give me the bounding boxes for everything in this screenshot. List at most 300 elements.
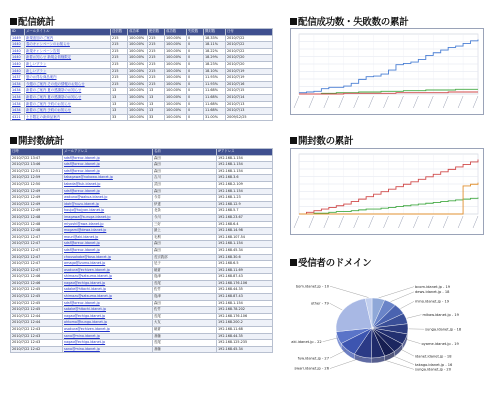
pie-label: swari.idanet.jp - 26 bbox=[294, 366, 329, 371]
table-cell: 2010/7/14 bbox=[226, 94, 273, 101]
table-row bbox=[11, 48, 273, 55]
table-cell: 長尾 bbox=[153, 313, 217, 320]
x-tick-mark bbox=[428, 216, 433, 228]
table-row bbox=[11, 195, 273, 202]
table-row bbox=[11, 68, 273, 75]
table-cell[interactable]: 新規キャンペーン告知 bbox=[25, 48, 111, 55]
table-cell: 2010/7/20 bbox=[226, 55, 273, 62]
pie-leader-line bbox=[379, 287, 414, 298]
table-cell: 2010/7/22 12:43 bbox=[11, 327, 63, 334]
x-tick-mark bbox=[398, 216, 403, 228]
table-cell[interactable]: miyoshi@awa.idanet.jp bbox=[63, 221, 153, 228]
table-cell[interactable]: shimazu@satsuma.idanet.jp bbox=[63, 274, 153, 281]
table-row bbox=[11, 320, 273, 327]
column-header[interactable]: 日時 bbox=[11, 149, 63, 156]
pie-leader-line bbox=[330, 286, 369, 297]
pie-label: mino.idanet.jp - 19 bbox=[415, 299, 450, 304]
x-tick-mark bbox=[384, 96, 389, 108]
table-cell: 192.168.1.23 bbox=[217, 195, 273, 202]
pie-label: sunga.idanet.jp - 20 bbox=[415, 367, 452, 372]
table-cell: 100.00% bbox=[165, 35, 187, 42]
table-cell[interactable]: 1437 bbox=[11, 75, 25, 82]
table-cell[interactable]: 1440 bbox=[11, 55, 25, 62]
recipient-domain-pie bbox=[290, 266, 490, 390]
table-cell: 192.168.30.6 bbox=[217, 254, 273, 261]
x-tick-mark bbox=[339, 216, 344, 228]
table-cell: 100.00% bbox=[165, 48, 187, 55]
table-row bbox=[11, 221, 273, 228]
square-bullet-icon bbox=[290, 137, 297, 144]
x-tick-mark bbox=[324, 216, 329, 228]
table-cell: 佐竹 bbox=[153, 307, 217, 314]
table-cell: 215 bbox=[111, 48, 128, 55]
table-cell: 2010/7/22 12:46 bbox=[11, 280, 63, 287]
pie-label: other - 79 bbox=[311, 301, 329, 306]
table-cell: 2010/7/22 12:45 bbox=[11, 307, 63, 314]
table-cell: 森田 bbox=[153, 241, 217, 248]
table-cell: 2010/7/19 bbox=[226, 68, 273, 75]
table-row bbox=[11, 114, 273, 121]
table-cell[interactable]: idoh@nuzu.idanet.jp bbox=[63, 201, 153, 208]
table-cell: 森田 bbox=[153, 162, 217, 169]
table-cell: 100.00% bbox=[165, 61, 187, 68]
table-cell: 100.00% bbox=[128, 35, 148, 42]
column-header[interactable]: ID bbox=[11, 29, 25, 36]
table-cell: 2010/7/22 12:43 bbox=[11, 340, 63, 347]
table-cell: 2010/7/22 12:46 bbox=[11, 274, 63, 281]
table-cell: 215 bbox=[148, 61, 165, 68]
table-cell[interactable]: 春のキャンペーンのお知らせ bbox=[25, 42, 111, 49]
x-tick-mark bbox=[413, 216, 418, 228]
table-row bbox=[11, 300, 273, 307]
table-cell: 2010/7/19 bbox=[226, 75, 273, 82]
column-header[interactable]: 失敗数 bbox=[187, 29, 204, 36]
table-cell: 100.00% bbox=[165, 108, 187, 115]
table-cell[interactable]: takeda@tuk.idanet.jp bbox=[63, 181, 153, 188]
pie-leader-line bbox=[400, 301, 414, 308]
table-cell[interactable]: 1434 bbox=[11, 88, 25, 95]
table-cell[interactable]: sano@mino.idanet.jp bbox=[63, 346, 153, 353]
table-cell: 0 bbox=[187, 108, 204, 115]
table-row bbox=[11, 267, 273, 274]
table-row bbox=[11, 155, 273, 162]
table-cell: 192.168.1.154 bbox=[217, 241, 273, 248]
table-cell[interactable]: 1434 bbox=[11, 108, 25, 115]
x-tick-mark bbox=[324, 96, 329, 108]
table-cell[interactable]: 4321 bbox=[11, 114, 25, 121]
table-cell: 192.168.1.154 bbox=[217, 162, 273, 169]
table-cell: 伊達 bbox=[153, 201, 217, 208]
table-cell: 100.00% bbox=[165, 88, 187, 95]
table-cell: 2010/7/22 12:44 bbox=[11, 313, 63, 320]
table-cell: 今川 bbox=[153, 214, 217, 221]
table-cell[interactable]: 1440 bbox=[11, 42, 25, 49]
column-header[interactable]: 開封数 bbox=[204, 29, 226, 36]
table-cell: 192.168.1.154 bbox=[217, 188, 273, 195]
x-tick-mark bbox=[473, 216, 478, 228]
x-tick-mark bbox=[354, 216, 359, 228]
table-cell[interactable]: 新しいプラン bbox=[25, 61, 111, 68]
table-cell: 13 bbox=[148, 88, 165, 95]
table-cell: 0 bbox=[187, 55, 204, 62]
table-cell: 33 bbox=[148, 114, 165, 121]
column-header[interactable]: 日付 bbox=[226, 29, 273, 36]
table-cell[interactable]: nagao@echigo.idanet.jp bbox=[63, 340, 153, 347]
x-tick-mark bbox=[339, 96, 344, 108]
column-header[interactable]: IPアドレス bbox=[217, 149, 273, 156]
table-cell[interactable]: takagawa@nakawa.idanet.jp bbox=[63, 175, 153, 182]
table-cell: 31.00% bbox=[204, 114, 226, 121]
x-tick-mark bbox=[354, 96, 359, 108]
x-tick-mark bbox=[294, 96, 299, 108]
table-cell[interactable]: imagawa@suruga.idanet.jp bbox=[63, 214, 153, 221]
table-cell: 吉川 bbox=[153, 175, 217, 182]
table-cell[interactable]: 新しいプラン bbox=[25, 68, 111, 75]
table-cell: 192.168.1.154 bbox=[217, 155, 273, 162]
table-cell: 192.168.1.154 bbox=[217, 168, 273, 175]
table-cell: 192.168.87.43 bbox=[217, 274, 273, 281]
table-cell: 長尾 bbox=[153, 280, 217, 287]
table-cell: 2010/7/22 12:48 bbox=[11, 221, 63, 228]
table-cell: 192.168.176.106 bbox=[217, 280, 273, 287]
table-cell: 2010/7/22 12:51 bbox=[11, 168, 63, 175]
table-cell: 33 bbox=[111, 114, 128, 121]
table-row bbox=[11, 188, 273, 195]
table-cell[interactable]: nagao@echigo.idanet.jp bbox=[63, 280, 153, 287]
table-cell[interactable]: 新着のご案内 夏の感謝祭のお知らせ bbox=[25, 88, 111, 95]
column-header[interactable]: メールタイトル bbox=[25, 29, 111, 36]
table-cell: 0 bbox=[187, 114, 204, 121]
delivery-table-header bbox=[11, 29, 273, 36]
table-row bbox=[11, 208, 273, 215]
table-cell: 2010/7/13 bbox=[226, 101, 273, 108]
pie-label: takago.idanet.jp - 16 bbox=[415, 362, 453, 367]
table-cell: 100.00% bbox=[165, 101, 187, 108]
table-cell: 島津 bbox=[153, 274, 217, 281]
table-cell: 今井 bbox=[153, 195, 217, 202]
table-cell[interactable]: 新着のご案内 予約のお知らせ bbox=[25, 101, 111, 108]
table-cell[interactable]: mogami@dewa.idanet.jp bbox=[63, 228, 153, 235]
table-cell: 11.93% bbox=[204, 75, 226, 82]
table-cell[interactable]: 1440 bbox=[11, 48, 25, 55]
table-cell: 2010/7/22 12:49 bbox=[11, 208, 63, 215]
pie-leader-line bbox=[323, 338, 338, 342]
recipient-domain-chart bbox=[290, 266, 490, 390]
table-cell: 100.00% bbox=[165, 42, 187, 49]
table-cell: 192.168.44.35 bbox=[217, 333, 273, 340]
table-row bbox=[11, 175, 273, 182]
table-cell: 100.00% bbox=[128, 68, 148, 75]
column-header[interactable]: 配信数 bbox=[148, 29, 165, 36]
table-cell: 2010/7/13 bbox=[226, 108, 273, 115]
column-header[interactable]: メールアドレス bbox=[63, 149, 153, 156]
table-cell: 13 bbox=[111, 101, 128, 108]
table-row bbox=[11, 61, 273, 68]
table-cell[interactable]: sdsf@oreuc.idanet.jp bbox=[63, 188, 153, 195]
table-cell: 2010/7/22 bbox=[226, 35, 273, 42]
table-cell: 192.168.78.202 bbox=[217, 307, 273, 314]
table-cell: 215 bbox=[148, 35, 165, 42]
table-cell[interactable]: 夏のお得な商品案内 bbox=[25, 75, 111, 82]
table-cell: 0 bbox=[187, 94, 204, 101]
table-cell: 0 bbox=[187, 75, 204, 82]
x-tick-mark bbox=[458, 96, 463, 108]
x-tick-mark bbox=[369, 216, 374, 228]
table-row bbox=[11, 214, 273, 221]
table-row bbox=[11, 333, 273, 340]
table-row bbox=[11, 81, 273, 88]
section-title-open-stats bbox=[10, 133, 64, 147]
section-title-cumulative-open bbox=[290, 133, 353, 147]
pie-label: oyame.idanet.jp - 19 bbox=[421, 341, 459, 346]
table-cell: 192.168.23.67 bbox=[217, 214, 273, 221]
table-cell: 斎藤 bbox=[153, 333, 217, 340]
table-cell[interactable]: houjo@hojyan.idanet.jp bbox=[63, 208, 153, 215]
table-cell[interactable]: 1434 bbox=[11, 101, 25, 108]
table-cell[interactable]: nagao@echigo.idanet.jp bbox=[63, 313, 153, 320]
pie-leader-line bbox=[378, 358, 414, 369]
pie-leader-line bbox=[330, 358, 362, 369]
table-cell: 100.00% bbox=[128, 61, 148, 68]
table-cell[interactable]: 1440 bbox=[11, 61, 25, 68]
pie-label: bcom.idanet.jp - 19 bbox=[415, 284, 451, 289]
table-row bbox=[11, 254, 273, 261]
table-cell: 192.168.5.7 bbox=[217, 208, 273, 215]
column-header[interactable]: 送信数 bbox=[111, 29, 128, 36]
table-cell[interactable]: sdsf@oreuc.idanet.jp bbox=[63, 247, 153, 254]
table-cell[interactable]: chousokabe@tosa.idanet.jp bbox=[63, 254, 153, 261]
open-stats-title: 開封数統計 bbox=[18, 136, 65, 147]
x-tick-mark bbox=[443, 96, 448, 108]
table-cell: 100.00% bbox=[165, 68, 187, 75]
table-row bbox=[11, 307, 273, 314]
table-cell: 森田 bbox=[153, 188, 217, 195]
table-cell: 192.168.14.98 bbox=[217, 228, 273, 235]
table-cell: 18.29% bbox=[204, 55, 226, 62]
table-cell: 192.168.1.154 bbox=[217, 300, 273, 307]
table-cell: 2010/7/22 12:47 bbox=[11, 247, 63, 254]
table-cell[interactable]: mouri@aki.idanet.jp bbox=[63, 234, 153, 241]
table-cell: 11.68% bbox=[204, 108, 226, 115]
table-row bbox=[11, 162, 273, 169]
x-tick-mark bbox=[458, 216, 463, 228]
table-cell[interactable]: asakura@echizen.idanet.jp bbox=[63, 327, 153, 334]
section-title-cumulative-delivery bbox=[290, 14, 408, 28]
table-cell[interactable]: amago@izumo.idanet.jp bbox=[63, 261, 153, 268]
pie-leader-line bbox=[406, 339, 420, 343]
table-cell: 215 bbox=[111, 42, 128, 49]
table-cell: 100.00% bbox=[128, 48, 148, 55]
table-cell: 2010/7/22 bbox=[226, 42, 273, 49]
open-table-header bbox=[11, 149, 273, 156]
table-row bbox=[11, 261, 273, 268]
table-cell: 100.00% bbox=[165, 114, 187, 121]
table-cell: 2010/7/22 12:48 bbox=[11, 214, 63, 221]
table-cell: 2010/7/22 12:47 bbox=[11, 254, 63, 261]
table-cell: 長尾 bbox=[153, 340, 217, 347]
table-cell[interactable]: shimazu@satsuma.idanet.jp bbox=[63, 294, 153, 301]
table-cell[interactable]: sdsf@oreuc.idanet.jp bbox=[63, 241, 153, 248]
table-cell: 100.00% bbox=[128, 108, 148, 115]
table-cell: 11.68% bbox=[204, 101, 226, 108]
table-cell: 0 bbox=[187, 101, 204, 108]
pie-leader-line bbox=[330, 303, 343, 310]
table-row bbox=[11, 108, 273, 115]
x-tick-mark bbox=[398, 96, 403, 108]
table-cell: 215 bbox=[148, 81, 165, 88]
table-cell[interactable]: 1449 bbox=[11, 35, 25, 42]
table-cell: 三好 bbox=[153, 221, 217, 228]
table-cell: 13 bbox=[111, 108, 128, 115]
table-row bbox=[11, 280, 273, 287]
section-title-delivery-stats bbox=[10, 14, 55, 28]
table-cell: 100.00% bbox=[128, 42, 148, 49]
table-cell[interactable]: sdsf@oreuc.idanet.jp bbox=[63, 300, 153, 307]
table-cell: 2010/7/22 12:49 bbox=[11, 201, 63, 208]
table-cell: 13 bbox=[148, 94, 165, 101]
table-cell: 192.168.6.4 bbox=[217, 221, 273, 228]
table-cell: 2010/7/20 bbox=[226, 61, 273, 68]
table-cell: 2010/7/22 12:48 bbox=[11, 228, 63, 235]
pie-leader-line bbox=[330, 350, 346, 358]
cumulative-delivery-chart bbox=[290, 28, 484, 115]
table-cell[interactable]: 1440 bbox=[11, 68, 25, 75]
table-cell: 100.00% bbox=[165, 94, 187, 101]
table-row bbox=[11, 313, 273, 320]
table-cell[interactable]: 新着お知らせ 新規会員様限定 bbox=[25, 55, 111, 62]
table-cell: 2010/7/22 12:49 bbox=[11, 188, 63, 195]
table-cell: 2010/7/22 12:45 bbox=[11, 294, 63, 301]
pie-label: aki.idanet.jp - 22 bbox=[291, 339, 322, 344]
table-row bbox=[11, 340, 273, 347]
table-row bbox=[11, 55, 273, 62]
table-cell[interactable]: sano@mino.idanet.jp bbox=[63, 333, 153, 340]
table-row bbox=[11, 94, 273, 101]
table-cell[interactable]: wakuna@wakua.idanet.jp bbox=[63, 195, 153, 202]
recipient-domain-title: 受信者のドメイン bbox=[298, 258, 372, 269]
table-cell[interactable]: 新着のご案内 予約のお知らせ bbox=[25, 108, 111, 115]
table-cell[interactable]: 1434 bbox=[11, 81, 25, 88]
table-cell[interactable]: satake@hitachi.idanet.jp bbox=[63, 287, 153, 294]
table-cell: 100.00% bbox=[128, 94, 148, 101]
table-cell: 森田 bbox=[153, 168, 217, 175]
table-row bbox=[11, 75, 273, 82]
table-row bbox=[11, 234, 273, 241]
table-row bbox=[11, 274, 273, 281]
open-stats-table bbox=[10, 148, 273, 353]
table-cell: 13 bbox=[148, 108, 165, 115]
table-cell: 森田 bbox=[153, 300, 217, 307]
table-cell: 2010/7/22 12:44 bbox=[11, 320, 63, 327]
column-header[interactable]: 名前 bbox=[153, 149, 217, 156]
table-cell: 18.23% bbox=[204, 61, 226, 68]
pie-leader-line bbox=[399, 348, 414, 356]
column-header[interactable]: 成功率 bbox=[128, 29, 148, 36]
table-row bbox=[11, 327, 273, 334]
table-cell: 100.00% bbox=[128, 55, 148, 62]
table-cell: 2010/7/22 12:49 bbox=[11, 195, 63, 202]
table-cell: 215 bbox=[148, 42, 165, 49]
table-cell[interactable]: satake@hitachi.idanet.jp bbox=[63, 307, 153, 314]
table-row bbox=[11, 294, 273, 301]
table-cell: 2010/7/22 12:47 bbox=[11, 267, 63, 274]
table-cell: 0 bbox=[187, 81, 204, 88]
table-cell: 2010/7/22 12:43 bbox=[11, 333, 63, 340]
column-header[interactable]: 成功数 bbox=[165, 29, 187, 36]
cumulative-delivery-title: 配信成功数・失敗数の累計 bbox=[298, 17, 409, 28]
table-cell: 18.11% bbox=[204, 42, 226, 49]
table-cell: 192.168.107.54 bbox=[217, 234, 273, 241]
table-cell: 100.00% bbox=[165, 81, 187, 88]
table-cell[interactable]: sdsf@oreuc.idanet.jp bbox=[63, 162, 153, 169]
table-row bbox=[11, 42, 273, 49]
pie-label: mikaw.idanet.jp - 19 bbox=[422, 312, 459, 317]
table-cell[interactable]: 土日限定の新商品案内 bbox=[25, 114, 111, 121]
x-tick-mark bbox=[428, 96, 433, 108]
table-cell[interactable]: sdsf@oreuc.idanet.jp bbox=[63, 155, 153, 162]
x-tick-mark bbox=[473, 96, 478, 108]
table-cell: 0 bbox=[187, 88, 204, 95]
table-cell: 尼子 bbox=[153, 261, 217, 268]
x-tick-mark bbox=[369, 96, 374, 108]
table-cell[interactable]: sdsf@oreuc.idanet.jp bbox=[63, 168, 153, 175]
table-cell: 2010/7/16 bbox=[226, 81, 273, 88]
square-bullet-icon bbox=[10, 137, 17, 144]
table-cell: 192.168.3.6 bbox=[217, 175, 273, 182]
pie-label: sunga.idanet.jp - 18 bbox=[425, 327, 462, 332]
table-cell: 2010/7/22 12:50 bbox=[11, 181, 63, 188]
square-bullet-icon bbox=[290, 18, 297, 25]
x-tick-mark bbox=[443, 216, 448, 228]
pie-leader-line bbox=[391, 292, 414, 302]
pie-leader-line bbox=[407, 315, 422, 319]
table-cell: 0 bbox=[187, 42, 204, 49]
table-cell: 2010/7/22 12:47 bbox=[11, 261, 63, 268]
table-cell: 100.00% bbox=[128, 101, 148, 108]
table-cell: 島津 bbox=[153, 294, 217, 301]
table-cell: 2010/7/15 bbox=[226, 88, 273, 95]
table-cell: 2010/7/22 12:42 bbox=[11, 346, 63, 353]
table-row bbox=[11, 201, 273, 208]
table-row bbox=[11, 247, 273, 254]
table-cell: 11.68% bbox=[204, 94, 226, 101]
table-cell: 13 bbox=[148, 101, 165, 108]
pie-label: bom.idanet.jp - 10 bbox=[295, 284, 329, 289]
table-cell: 192.168.125.235 bbox=[217, 340, 273, 347]
table-cell[interactable]: 新規追加のご案内 bbox=[25, 35, 111, 42]
table-cell: 朝倉 bbox=[153, 267, 217, 274]
table-cell: 192.168.11.69 bbox=[217, 267, 273, 274]
table-cell: 100.00% bbox=[128, 81, 148, 88]
table-cell: 斎藤 bbox=[153, 346, 217, 353]
table-cell[interactable]: ohtomo@bungo.idanet.jp bbox=[63, 320, 153, 327]
cumulative-open-chart bbox=[290, 148, 484, 235]
table-cell: 2010/7/22 12:59 bbox=[11, 175, 63, 182]
table-cell: 2009/12/25 bbox=[226, 114, 273, 121]
table-cell: 2010/7/22 13:47 bbox=[11, 155, 63, 162]
table-cell: 215 bbox=[111, 75, 128, 82]
table-cell: 2010/7/22 12:47 bbox=[11, 241, 63, 248]
table-cell[interactable]: 今週のご案内 その他の情報のお知らせ bbox=[25, 81, 111, 88]
table-row bbox=[11, 241, 273, 248]
table-cell: 佐竹 bbox=[153, 287, 217, 294]
table-cell[interactable]: 1434 bbox=[11, 94, 25, 101]
delivery-stats-title: 配信統計 bbox=[18, 17, 55, 28]
table-cell[interactable]: asakura@echizen.idanet.jp bbox=[63, 267, 153, 274]
table-row bbox=[11, 228, 273, 235]
table-cell[interactable]: 新着のご案内 夏の感謝祭のお知らせ bbox=[25, 94, 111, 101]
x-tick-mark bbox=[413, 96, 418, 108]
